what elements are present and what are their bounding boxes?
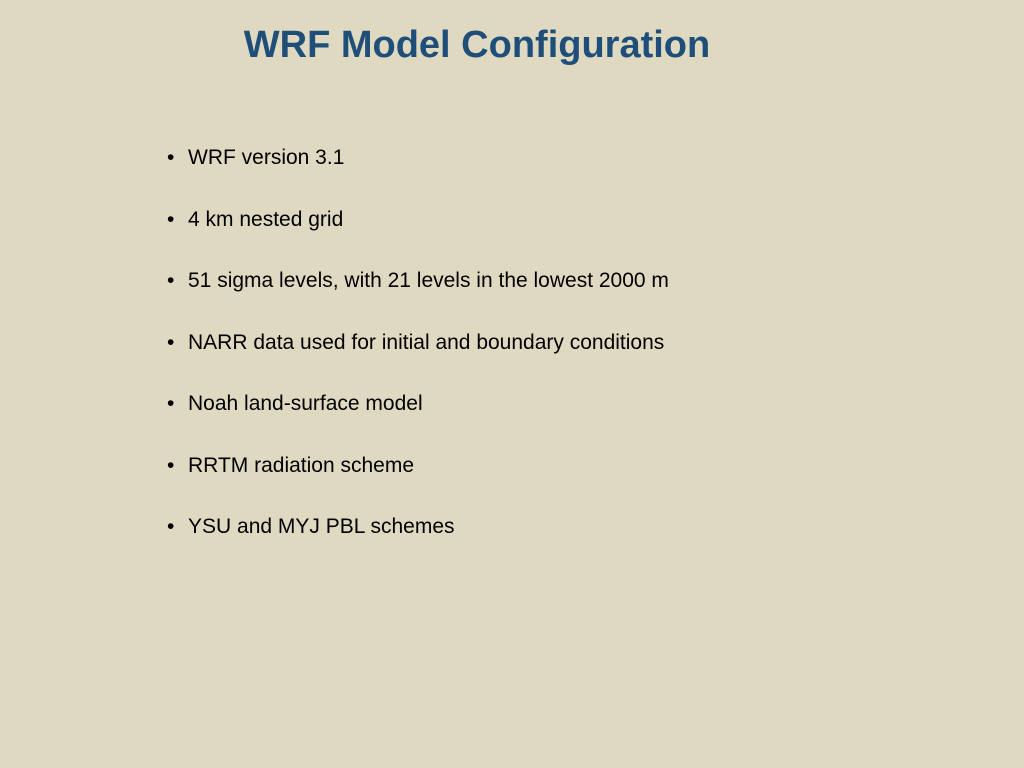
- bullet-text: Noah land-surface model: [188, 392, 423, 415]
- bullet-item: [167, 328, 669, 390]
- bullet-text: 51 sigma levels, with 21 levels in the lowest 2000 m: [188, 269, 669, 292]
- bullet-marker: •: [167, 392, 175, 415]
- bullet-text: RRTM radiation scheme: [188, 453, 415, 477]
- bullet-marker: •: [167, 330, 175, 354]
- bullet-text: 4 km nested grid: [188, 207, 344, 231]
- bullet-item: [167, 451, 669, 513]
- bullet-item: [167, 205, 669, 267]
- bullet-marker: •: [167, 515, 175, 538]
- bullet-text: WRF version 3.1: [188, 146, 345, 169]
- bullet-marker: •: [167, 207, 175, 231]
- bullet-item: [167, 389, 669, 451]
- bullet-marker: •: [167, 453, 175, 477]
- bullet-marker: •: [167, 269, 175, 292]
- slide-title: WRF Model Configuration: [243, 24, 711, 66]
- bullet-text: NARR data used for initial and boundary conditions: [188, 330, 665, 354]
- bullet-item: [167, 512, 669, 574]
- bullet-item: [167, 143, 669, 205]
- bullet-marker: •: [167, 146, 175, 169]
- bullet-list: [167, 143, 669, 574]
- bullet-text: YSU and MYJ PBL schemes: [188, 515, 455, 538]
- bullet-item: [167, 266, 669, 328]
